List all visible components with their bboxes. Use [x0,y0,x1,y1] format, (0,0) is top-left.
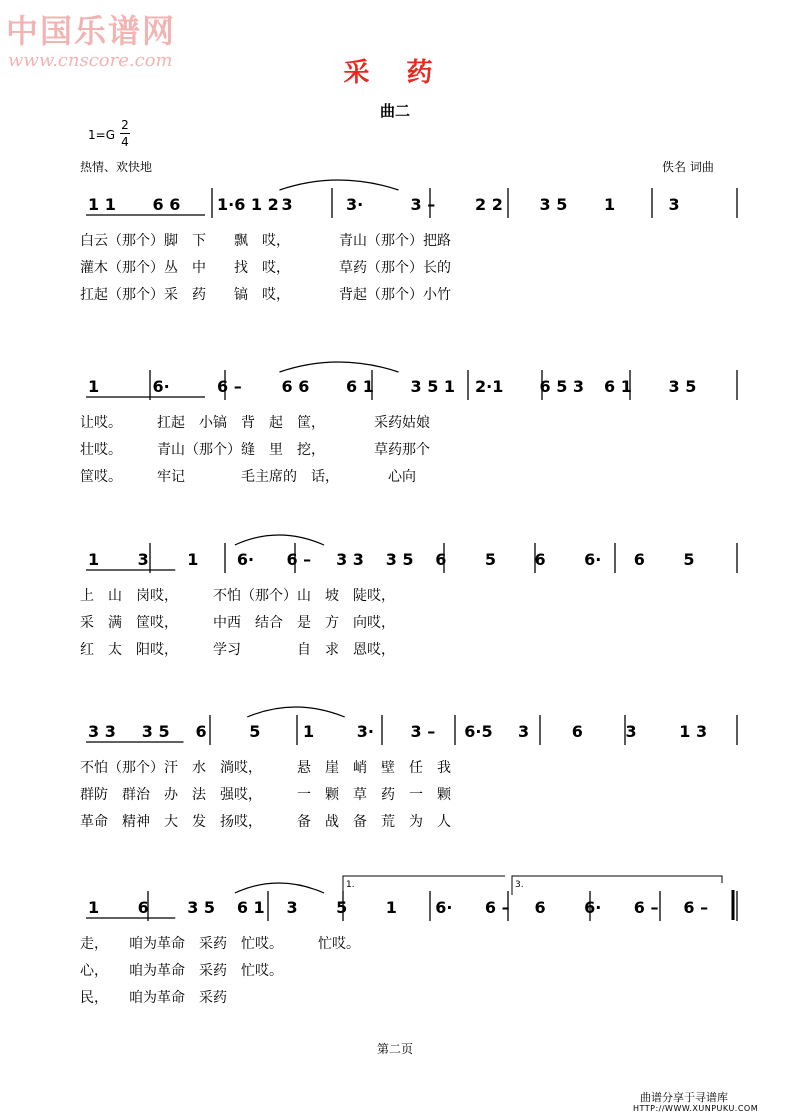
tempo-marking: 热情、欢快地 [80,160,153,174]
note-group: 3 [137,550,149,569]
lyric-line: 筐哎。 牢记 毛主席的 话， 心向 [80,469,416,485]
lyric-line: 不怕（那个）汗 水 淌哎， 悬 崖 峭 壁 任 我 [80,760,451,776]
time-sig-top: 2 [121,118,129,132]
note-group: 6 5 3 [539,377,585,396]
system-4-lyrics [80,757,760,837]
lyric-line: 白云（那个）脚 下 飘 哎， 青山（那个）把路 [80,233,451,249]
note-group: 1 [385,898,397,917]
time-sig-bottom: 4 [121,135,129,149]
note-group: 3· [346,195,364,214]
note-group: 6 – [286,550,312,569]
note-group: 1 1 [88,195,116,214]
note-group: 6 – [217,377,242,396]
watermark-site-url: www.cnscore.com [8,50,173,71]
note-group: 3 [625,722,637,741]
volta-bracket-1 [343,876,505,895]
tie-arc [235,535,324,545]
lyric-line: 扛起（那个）采 药 镐 哎， 背起（那个）小竹 [80,287,451,303]
note-group: 3 3 [336,550,364,569]
lyric-line: 红 太 阳哎， 学习 自 求 恩哎， [80,642,395,658]
note-group: 3 – [410,195,436,214]
note-group: 6 6 [281,377,310,396]
song-subtitle: 曲二 [379,102,410,120]
note-group: 3 [286,898,298,917]
note-group: 6 1 [604,377,632,396]
lyric-line: 让哎。 扛起 小镐 背 起 筐， 采药姑娘 [80,415,430,431]
volta-bracket-3 [512,876,722,895]
note-group: 1 [303,722,315,741]
note-group: 1 3 [679,722,708,741]
note-group: 6 [633,550,645,569]
note-group: 3 5 1 [410,377,456,396]
system-5-lyrics [80,933,760,1013]
note-group: 3 5 [385,550,414,569]
tie-arc [280,362,399,372]
note-group: 1 [604,195,616,214]
note-group: 3 [281,195,293,214]
lyric-line: 心， 咱为革命 采药 忙哎。 [80,963,283,979]
note-group: 3 5 [141,722,170,741]
note-group: 1·6 1 2 [217,195,279,214]
lyric-line: 民， 咱为革命 采药 [80,990,227,1006]
note-group: 6 [534,550,546,569]
note-group: 3 5 [187,898,216,917]
note-group: 3 – [410,722,436,741]
lyric-line: 壮哎。 青山（那个）缝 里 挖， 草药那个 [80,442,430,458]
watermark-site-cn: 中国乐谱网 [6,12,177,50]
note-group: 6· [584,550,602,569]
note-group: 6 – [683,898,709,917]
note-group: 6 6 [152,195,181,214]
note-group: 3 [518,722,530,741]
key-signature: 1=G [88,128,115,142]
tie-arc [235,883,324,893]
note-group: 2·1 [475,377,504,396]
note-group: 6 [137,898,149,917]
lyric-line: 上 山 岗哎， 不怕（那个）山 坡 陡哎， [80,588,395,604]
system-3-lyrics [80,585,760,665]
note-group: 6 [571,722,583,741]
note-group: 5 [336,898,348,917]
note-group: 3 5 [539,195,568,214]
volta-label-1: 1. [346,880,355,890]
tie-arc [280,180,399,190]
lyric-line: 群防 群治 办 法 强哎， 一 颗 草 药 一 颗 [80,787,451,803]
lyric-line: 走， 咱为革命 采药 忙哎。 忙哎。 [80,936,360,952]
tie-arc [247,707,345,717]
footer-share-text: 曲谱分享于寻谱库 [640,1091,728,1104]
note-group: 6 [534,898,546,917]
note-group: 1 [88,550,100,569]
note-group: 6 – [633,898,659,917]
note-group: 3 [668,195,680,214]
note-group: 6· [584,898,602,917]
note-group: 1 [88,898,100,917]
note-group: 6· [152,377,170,396]
note-group: 6· [236,550,255,569]
note-group: 6·5 [464,722,493,741]
note-group: 5 [484,550,497,569]
note-group: 1 [187,550,199,569]
lyric-line: 革命 精神 大 发 扬哎， 备 战 备 荒 为 人 [80,814,451,830]
footer-url: HTTP://WWW.XUNPUKU.COM [633,1104,759,1113]
note-group: 6 1 [236,898,265,917]
note-group: 2 2 [475,195,503,214]
note-group: 6 – [484,898,510,917]
system-1-lyrics [80,230,760,310]
note-group: 5 [683,550,695,569]
note-group: 5 [249,722,261,741]
system-2-lyrics [80,412,760,492]
note-group: 6 [435,550,447,569]
note-group: 3 3 [88,722,116,741]
volta-label-3: 3. [515,880,524,890]
note-group: 1 [88,377,100,396]
note-group: 6· [435,898,453,917]
note-group: 3· [356,722,374,741]
note-group: 6 1 [346,377,374,396]
lyric-line: 灌木（那个）丛 中 找 哎， 草药（那个）长的 [80,260,451,276]
song-title: 采 药 [343,58,447,88]
note-group: 3 5 [668,377,697,396]
note-group: 6 [195,722,207,741]
composer-credit: 佚名 词曲 [662,160,714,174]
lyric-line: 采 满 筐哎， 中西 结合 是 方 向哎， [80,615,395,631]
page-number: 第二页 [376,1042,413,1056]
